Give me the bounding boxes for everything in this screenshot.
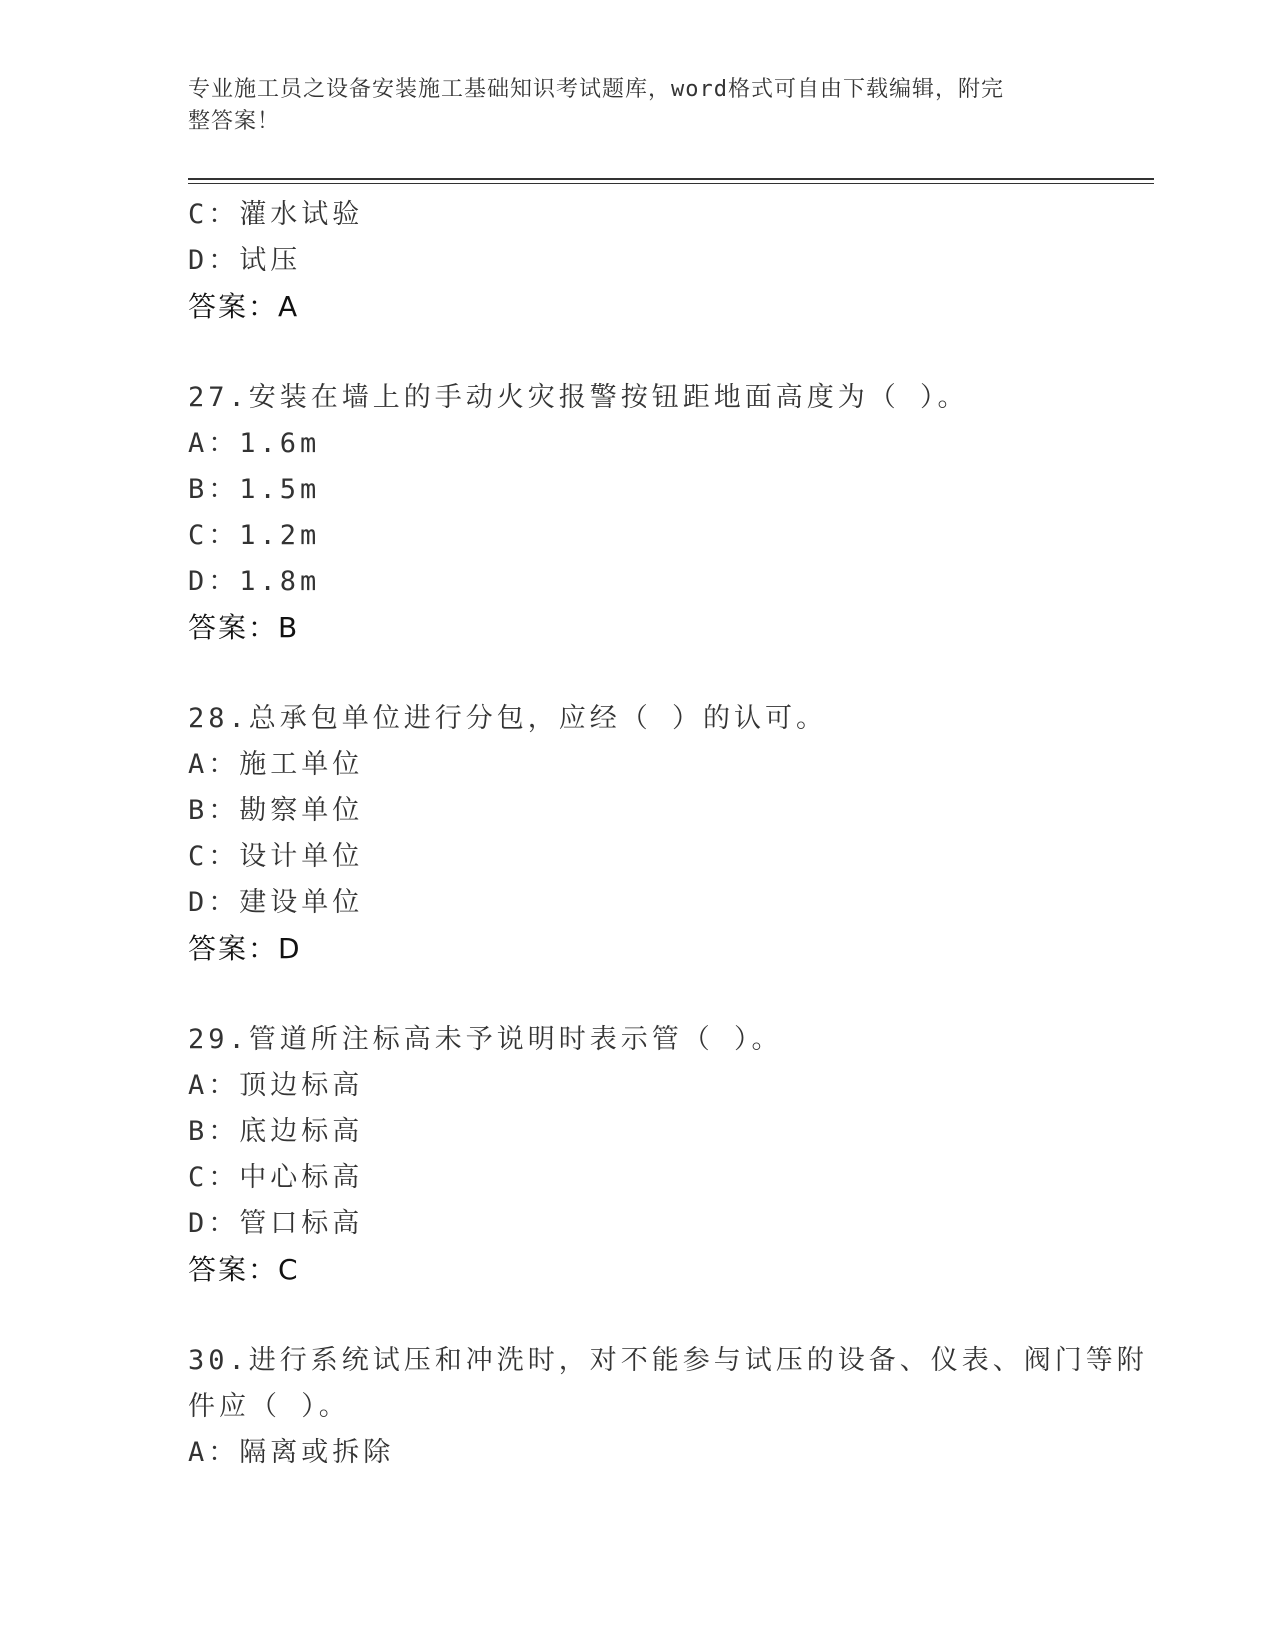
option-d: D：试压 <box>188 245 302 276</box>
question-stem-line-1: 30.进行系统试压和冲洗时，对不能参与试压的设备、仪表、阀门等附 <box>188 1345 1148 1376</box>
option-d: D：1.8m <box>188 566 321 597</box>
question-26-continued <box>188 192 1128 330</box>
option-c: C：设计单位 <box>188 841 364 872</box>
option-c: C：灌水试验 <box>188 199 364 230</box>
question-list <box>188 192 1148 1476</box>
header-divider-thin <box>188 183 1154 184</box>
option-c: C：1.2m <box>188 520 321 551</box>
question-stem: 29.管道所注标高未予说明时表示管（ ）。 <box>188 1024 783 1055</box>
header-line-1: 专业施工员之设备安装施工基础知识考试题库，word格式可自由下载编辑，附完 <box>188 77 1004 102</box>
option-a: A：施工单位 <box>188 749 364 780</box>
question-27 <box>188 375 1128 651</box>
option-a: A：1.6m <box>188 428 321 459</box>
spacer <box>188 1293 1128 1338</box>
option-c: C：中心标高 <box>188 1162 364 1193</box>
option-b: B：1.5m <box>188 474 321 505</box>
question-29 <box>188 1017 1128 1293</box>
option-b: B：勘察单位 <box>188 795 364 826</box>
header-line-2: 整答案！ <box>188 109 281 134</box>
spacer <box>188 330 1128 375</box>
answer-line: 答案：D <box>188 932 302 965</box>
question-stem: 27.安装在墙上的手动火灾报警按钮距地面高度为（ ）。 <box>188 382 969 413</box>
option-b: B：底边标高 <box>188 1116 364 1147</box>
option-d: D：建设单位 <box>188 887 364 918</box>
question-stem: 28.总承包单位进行分包，应经（ ）的认可。 <box>188 703 828 734</box>
answer-line: 答案：A <box>188 290 300 323</box>
question-28 <box>188 696 1128 972</box>
spacer <box>188 651 1128 696</box>
option-d: D：管口标高 <box>188 1208 364 1239</box>
option-a: A：隔离或拆除 <box>188 1437 395 1468</box>
option-a: A：顶边标高 <box>188 1070 364 1101</box>
answer-line: 答案：C <box>188 1253 300 1286</box>
question-30 <box>188 1338 1148 1476</box>
question-stem-line-2: 件应（ ）。 <box>188 1391 350 1422</box>
header-divider-thick <box>188 178 1154 180</box>
answer-line: 答案：B <box>188 611 300 644</box>
document-header <box>188 74 1068 138</box>
spacer <box>188 972 1128 1017</box>
